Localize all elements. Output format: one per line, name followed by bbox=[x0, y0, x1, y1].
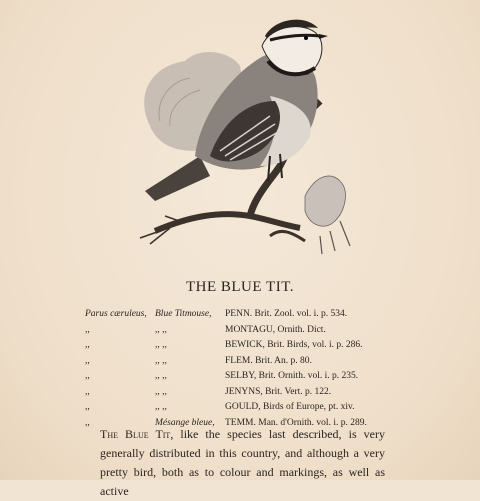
synonymy-row bbox=[85, 354, 425, 370]
synonym-name: ,, bbox=[85, 417, 90, 428]
synonym-name: ,, bbox=[85, 355, 90, 366]
synonym-reference: FLEM. Brit. An. p. 80. bbox=[225, 355, 312, 366]
synonym-reference: MONTAGU, Ornith. Dict. bbox=[225, 324, 326, 335]
synonymy-row bbox=[85, 323, 425, 339]
synonym-reference: BEWICK, Brit. Birds, vol. i. p. 286. bbox=[225, 340, 363, 350]
synonym-name: Parus cæruleus, bbox=[85, 309, 147, 319]
synonym-name: ,, bbox=[85, 340, 90, 350]
page-title: THE BLUE TIT. bbox=[185, 279, 294, 295]
synonym-common: ,, ,, bbox=[155, 340, 167, 350]
blue-tit-engraving bbox=[130, 6, 370, 256]
synonym-common: Mésange bleue, bbox=[155, 417, 215, 428]
synonymy-row bbox=[85, 307, 425, 323]
synonym-name: ,, bbox=[85, 386, 90, 397]
synonym-name: ,, bbox=[85, 324, 90, 335]
synonym-reference: PENN. Brit. Zool. vol. i. p. 534. bbox=[225, 309, 348, 319]
synonymy-row bbox=[85, 400, 425, 416]
synonymy-list bbox=[85, 307, 425, 431]
synonym-reference: TEMM. Man. d'Ornith. vol. i. p. 289. bbox=[225, 417, 367, 428]
synonym-reference: SELBY, Brit. Ornith. vol. i. p. 235. bbox=[225, 371, 359, 381]
synonymy-row bbox=[85, 338, 425, 354]
synonym-name: ,, bbox=[85, 371, 90, 381]
synonym-common: ,, ,, bbox=[155, 402, 167, 412]
synonymy-row bbox=[85, 369, 425, 385]
synonym-reference: JENYNS, Brit. Vert. p. 122. bbox=[225, 386, 332, 397]
synonym-common: ,, ,, bbox=[155, 355, 167, 366]
body-paragraph bbox=[100, 425, 385, 501]
synonym-common: ,, ,, bbox=[155, 324, 167, 335]
synonym-common: Blue Titmouse, bbox=[155, 309, 212, 319]
synonym-common: ,, ,, bbox=[155, 371, 167, 381]
synonymy-row bbox=[85, 385, 425, 401]
paragraph-lead: The Blue Tit, bbox=[100, 427, 174, 441]
synonym-name: ,, bbox=[85, 402, 90, 412]
synonym-reference: GOULD, Birds of Europe, pt. xiv. bbox=[225, 402, 355, 412]
paragraph-text: like the species last described, is very generally distributed in this country, and although a very pretty bird, both as to colour and markings, as well as active bbox=[100, 427, 385, 498]
synonym-common: ,, ,, bbox=[155, 386, 167, 397]
